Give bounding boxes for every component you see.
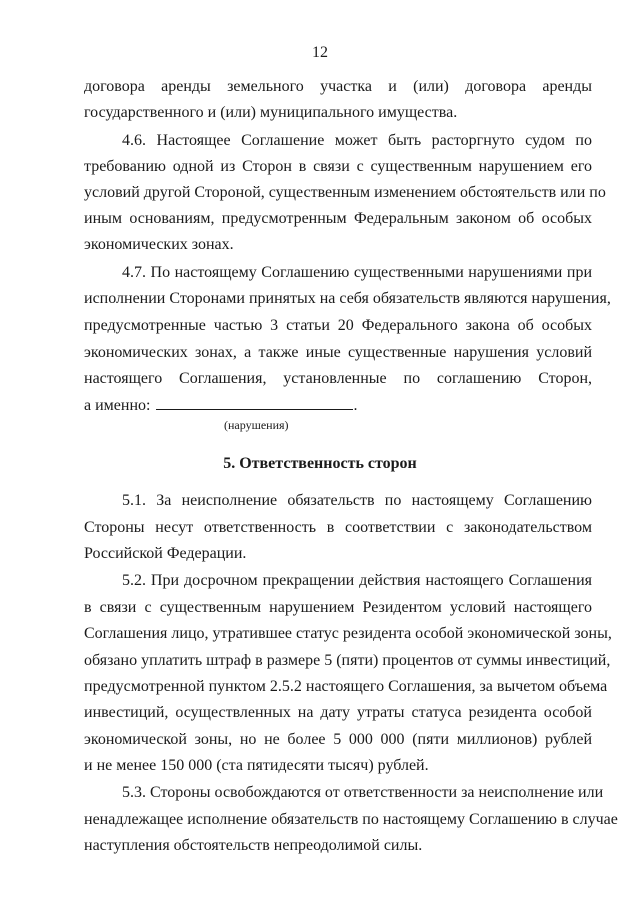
text-line-end: . bbox=[353, 397, 358, 414]
blank-caption: (нарушения) bbox=[224, 418, 289, 432]
text-line: экономической зоны, но не более 5 000 000 (пяти миллионов) рублей bbox=[84, 731, 592, 748]
page-number: 12 bbox=[312, 44, 328, 61]
section-heading: 5. Ответственность сторон bbox=[223, 455, 417, 472]
text-line: и не менее 150 000 (ста пятидесяти тысяч) рублей. bbox=[84, 757, 429, 774]
fill-in-blank bbox=[156, 395, 353, 410]
text-line bbox=[84, 395, 592, 416]
text-line: исполнении Сторонами принятых на себя обязательств являются нарушения, bbox=[84, 290, 611, 307]
text-line: договора аренды земельного участка и (или) договора аренды bbox=[84, 78, 592, 95]
text-line: 5.1. За неисполнение обязательств по настоящему Соглашению bbox=[122, 492, 592, 509]
text-line: в связи с существенным нарушением Резидентом условий настоящего bbox=[84, 599, 592, 616]
text-line: настоящего Соглашения, установленные по соглашению Сторон, bbox=[84, 370, 592, 387]
text-line: экономических зонах, а также иные существенные нарушения условий bbox=[84, 344, 592, 361]
text-line: ненадлежащее исполнение обязательств по настоящему Соглашению в случае bbox=[84, 811, 618, 828]
text-line: 5.2. При досрочном прекращении действия настоящего Соглашения bbox=[122, 572, 592, 589]
text-line: обязано уплатить штраф в размере 5 (пяти) процентов от суммы инвестиций, bbox=[84, 652, 611, 669]
text-line: наступления обстоятельств непреодолимой силы. bbox=[84, 837, 423, 854]
text-line: условий другой Стороной, существенным изменением обстоятельств или по bbox=[84, 184, 606, 201]
text-line: экономических зонах. bbox=[84, 236, 234, 253]
text-line: предусмотренные частью 3 статьи 20 Федерального закона об особых bbox=[84, 317, 592, 334]
text-line: инвестиций, осуществленных на дату утраты статуса резидента особой bbox=[84, 704, 592, 721]
text-line: иным основаниям, предусмотренным Федеральным законом об особых bbox=[84, 210, 592, 227]
text-line: 5.3. Стороны освобождаются от ответственности за неисполнение или bbox=[122, 784, 604, 801]
text-line: Российской Федерации. bbox=[84, 545, 247, 562]
text-line: 4.6. Настоящее Соглашение может быть расторгнуто судом по bbox=[122, 132, 592, 149]
text-line: предусмотренной пунктом 2.5.2 настоящего Соглашения, за вычетом объема bbox=[84, 678, 608, 695]
text-line: требованию одной из Сторон в связи с существенным нарушением его bbox=[84, 158, 592, 175]
text-line: Соглашения лицо, утратившее статус резидента особой экономической зоны, bbox=[84, 625, 612, 642]
text-line: Стороны несут ответственность в соответствии с законодательством bbox=[84, 519, 592, 536]
text-line: государственного и (или) муниципального имущества. bbox=[84, 104, 458, 121]
text-line: 4.7. По настоящему Соглашению существенными нарушениями при bbox=[122, 264, 592, 281]
text-line-label: а именно: bbox=[84, 397, 151, 414]
